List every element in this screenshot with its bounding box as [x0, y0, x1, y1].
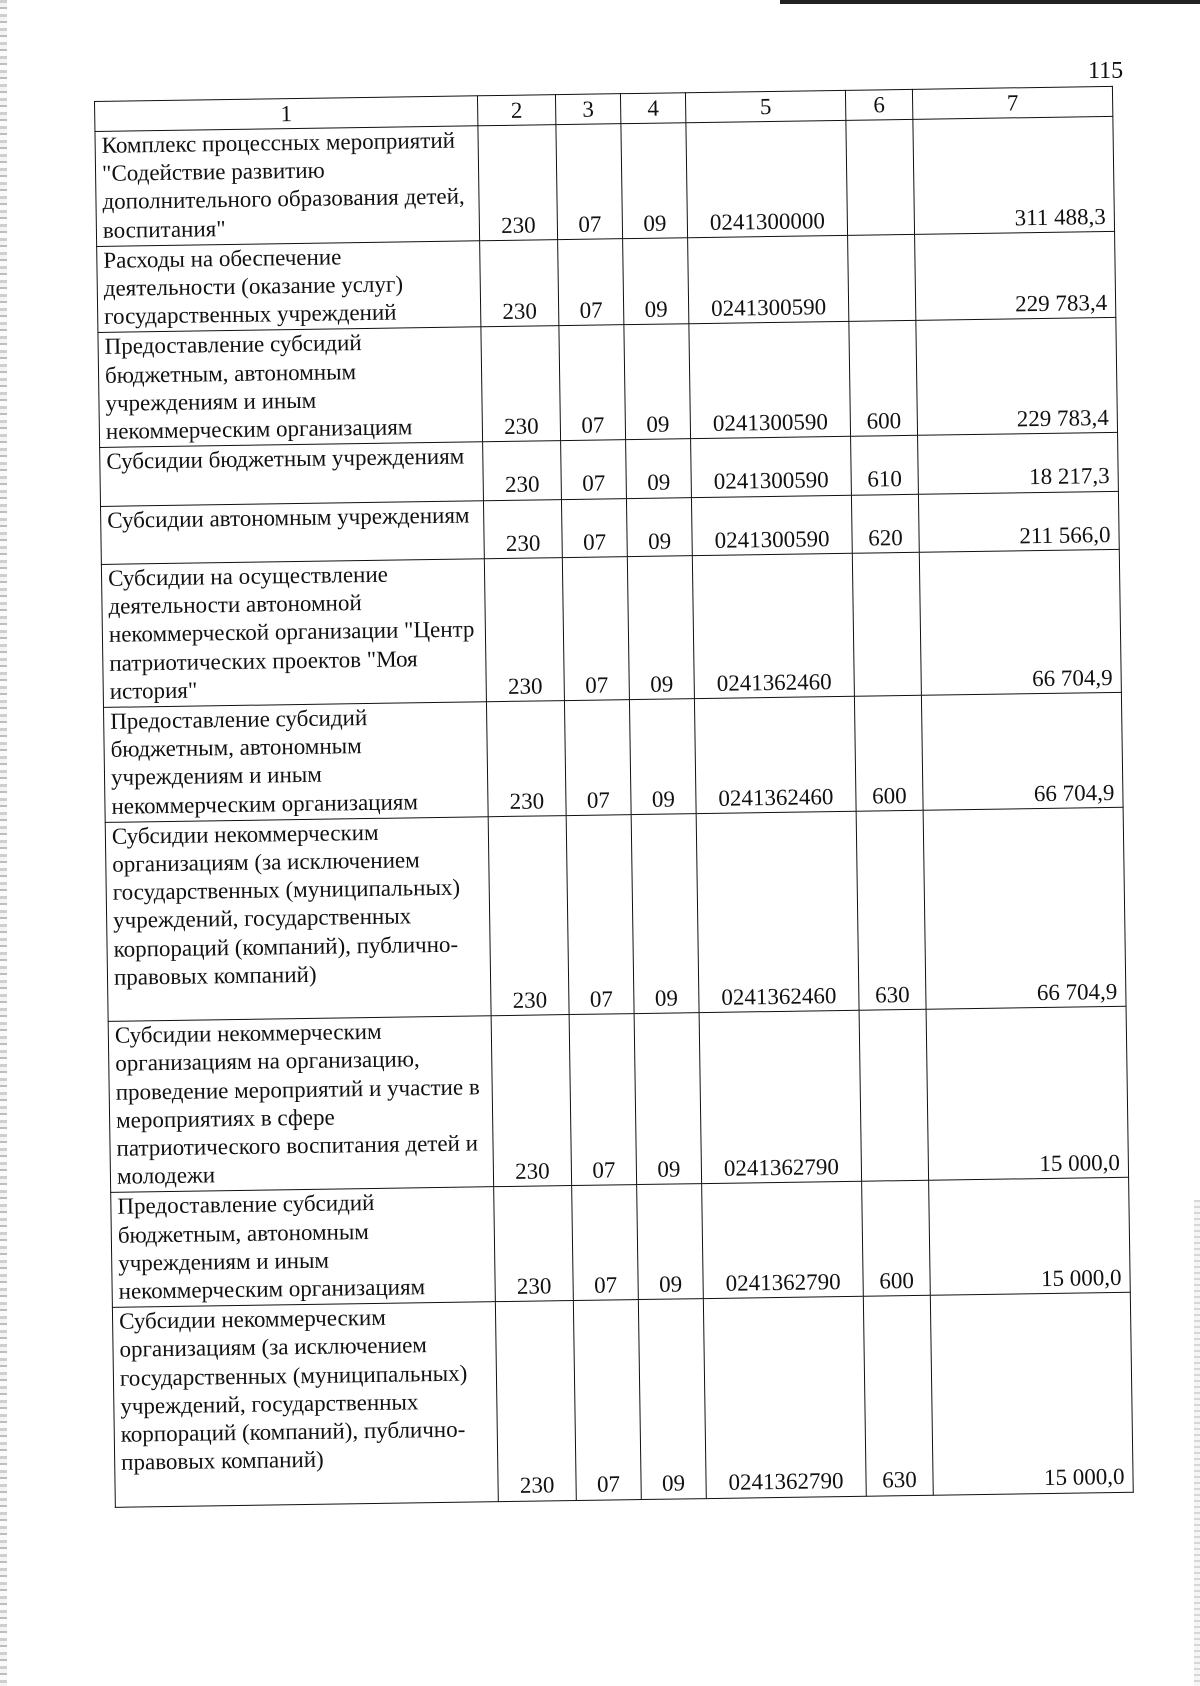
table-row	[112, 1292, 1133, 1506]
cell-subsection: 09	[631, 813, 699, 1013]
table-row	[95, 116, 1115, 246]
cell-expense-type	[852, 552, 921, 696]
cell-expense-type	[859, 1009, 929, 1181]
cell-amount: 15 000,0	[929, 1178, 1131, 1296]
cell-section: 07	[573, 1300, 641, 1500]
cell-expense-name: Субсидии некоммерческим организациям (за исключением государственных (муниципальных) учреждений, государственных корпораций (компаний), публично-правовых компаний)	[112, 1302, 498, 1507]
cell-target-article: 0241300590	[688, 235, 849, 324]
cell-expense-name: Расходы на обеспечение деятельности (оказание услуг) государственных учреждений	[97, 241, 481, 333]
cell-amount: 66 704,9	[923, 807, 1126, 1009]
cell-ministry: 230	[491, 1015, 572, 1187]
cell-section: 07	[566, 814, 634, 1014]
cell-ministry: 230	[495, 1301, 576, 1502]
cell-subsection: 09	[637, 1184, 704, 1300]
scan-top-rule	[780, 0, 1200, 4]
cell-target-article: 0241300590	[689, 322, 851, 439]
cell-amount: 229 783,4	[915, 231, 1116, 321]
cell-expense-type: 600	[854, 695, 923, 811]
cell-expense-type: 600	[862, 1181, 931, 1297]
cell-amount: 311 488,3	[913, 116, 1115, 234]
cell-subsection: 09	[638, 1299, 706, 1499]
cell-ministry: 230	[494, 1186, 574, 1302]
cell-section: 07	[564, 700, 631, 816]
cell-target-article: 0241362460	[694, 696, 856, 813]
cell-amount: 18 217,3	[918, 433, 1119, 494]
table-row	[108, 1006, 1128, 1192]
header-cell: 1	[95, 96, 478, 132]
cell-ministry: 230	[483, 499, 562, 559]
cell-amount: 15 000,0	[926, 1006, 1129, 1180]
cell-ministry: 230	[478, 125, 558, 241]
cell-expense-name: Субсидии некоммерческим организациям на организацию, проведение мероприятий и участие в мероприятиях в сфере патриотического воспитания детей и молодежи	[108, 1016, 493, 1193]
cell-amount: 15 000,0	[930, 1292, 1133, 1494]
cell-target-article: 0241362460	[692, 553, 854, 698]
header-cell: 5	[685, 90, 845, 122]
cell-target-article: 0241300590	[691, 437, 852, 498]
cell-expense-name: Субсидии на осуществление деятельности автономной некоммерческой организации "Центр патриотических проектов "Моя история"	[101, 559, 486, 708]
cell-section: 07	[559, 325, 626, 441]
cell-expense-type: 630	[856, 810, 926, 1010]
table-row	[105, 807, 1126, 1021]
cell-section: 07	[562, 557, 629, 701]
cell-target-article: 0241300000	[686, 120, 848, 237]
cell-subsection: 09	[629, 699, 696, 815]
budget-table	[94, 86, 1134, 1507]
cell-amount: 66 704,9	[921, 692, 1123, 810]
cell-expense-type: 630	[863, 1295, 933, 1495]
cell-section: 07	[561, 498, 627, 557]
header-cell: 6	[845, 89, 912, 120]
cell-expense-name: Предоставление субсидий бюджетным, автономным учреждениям и иным некоммерческим организациям	[111, 1187, 496, 1307]
document-body	[94, 86, 1133, 1507]
cell-ministry: 230	[483, 441, 562, 501]
cell-section: 07	[561, 440, 627, 499]
cell-section: 07	[558, 238, 624, 326]
header-cell: 7	[912, 86, 1112, 119]
cell-expense-type	[848, 234, 916, 322]
cell-target-article: 0241300590	[691, 495, 852, 556]
cell-ministry: 230	[486, 701, 566, 817]
scan-right-edge	[1194, 1200, 1200, 1686]
cell-subsection: 09	[623, 238, 689, 326]
scan-left-edge	[0, 0, 7, 1686]
cell-target-article: 0241362790	[699, 1010, 862, 1184]
cell-expense-type: 620	[851, 494, 919, 553]
page-number: 115	[1088, 58, 1124, 84]
table-row	[101, 549, 1121, 707]
table-row	[97, 231, 1116, 333]
cell-target-article: 0241362790	[703, 1296, 866, 1498]
cell-ministry: 230	[488, 815, 569, 1016]
cell-amount: 66 704,9	[919, 549, 1121, 695]
cell-ministry: 230	[480, 239, 559, 327]
cell-ministry: 230	[484, 558, 564, 702]
cell-section: 07	[569, 1014, 637, 1186]
table-row	[111, 1178, 1131, 1308]
cell-expense-type: 610	[851, 436, 919, 495]
cell-expense-name: Предоставление субсидий бюджетным, автономным учреждениям и иным некоммерческим организациям	[103, 702, 488, 822]
cell-target-article: 0241362460	[696, 811, 859, 1013]
cell-section: 07	[572, 1185, 639, 1301]
header-cell: 2	[477, 95, 555, 126]
cell-expense-type: 600	[849, 321, 918, 437]
cell-subsection: 09	[626, 439, 692, 498]
cell-amount: 229 783,4	[916, 318, 1118, 436]
header-cell: 3	[555, 94, 620, 125]
cell-ministry: 230	[481, 326, 561, 442]
header-cell: 4	[620, 93, 685, 124]
cell-subsection: 09	[624, 324, 691, 440]
cell-expense-name: Субсидии автономным учреждениям	[101, 500, 485, 564]
cell-subsection: 09	[626, 497, 692, 556]
cell-expense-name: Комплекс процессных мероприятий "Содействие развитию дополнительного образования детей, воспитания"	[95, 126, 480, 246]
cell-section: 07	[556, 124, 623, 240]
cell-subsection: 09	[621, 123, 688, 239]
cell-expense-type	[846, 119, 915, 235]
cell-expense-name: Субсидии бюджетным учреждениям	[100, 442, 484, 506]
table-row	[103, 692, 1123, 822]
table-row	[98, 318, 1118, 448]
cell-expense-name: Субсидии некоммерческим организациям (за исключением государственных (муниципальных) учреждений, государственных корпораций (компаний), публично-правовых компаний)	[105, 816, 491, 1021]
cell-target-article: 0241362790	[702, 1182, 864, 1299]
cell-subsection: 09	[627, 556, 694, 700]
cell-subsection: 09	[634, 1013, 702, 1185]
cell-expense-name: Предоставление субсидий бюджетным, автономным учреждениям и иным некоммерческим организациям	[98, 327, 483, 447]
cell-amount: 211 566,0	[918, 491, 1119, 552]
